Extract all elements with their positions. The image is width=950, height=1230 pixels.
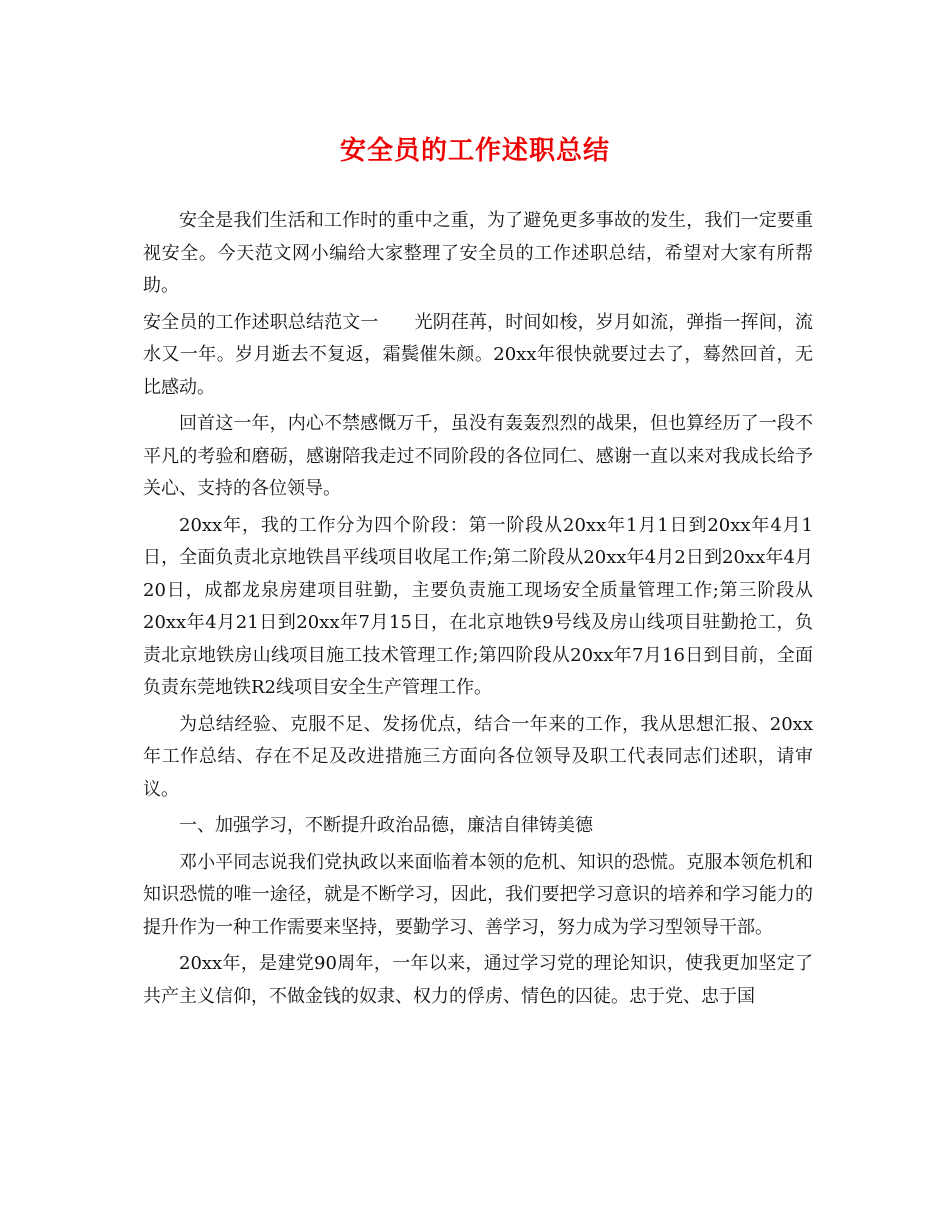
paragraph: 安全是我们生活和工作时的重中之重，为了避免更多事故的发生，我们一定要重视安全。今天范文网小编给大家整理了安全员的工作述职总结，希望对大家有所帮助。 [143, 210, 813, 296]
section-heading: 一、加强学习，不断提升政治品德，廉洁自律铸美德 [179, 815, 593, 836]
document-body [143, 205, 813, 1017]
paragraph: 20xx年，我的工作分为四个阶段：第一阶段从20xx年1月1日到20xx年4月1日，全面负责北京地铁昌平线项目收尾工作;第二阶段从20xx年4月2日到20xx年4月20日，成都龙泉房建项目驻勤，主要负责施工现场安全质量管理工作;第三阶段从20xx年4月21日到20xx年7月15日，在北京地铁9号线及房山线项目驻勤抢工，负责北京地铁房山线项目施工技术管理工作;第四阶段从20xx年7月16日到目前，全面负责东莞地铁R2线项目安全生产管理工作。 [143, 514, 813, 698]
paragraph: 回首这一年，内心不禁感慨万千，虽没有轰轰烈烈的战果，但也算经历了一段不平凡的考验和磨砺，感谢陪我走过不同阶段的各位同仁、感谢一直以来对我成长给予关心、支持的各位领导。 [143, 413, 813, 499]
paragraph: 为总结经验、克服不足、发扬优点，结合一年来的工作，我从思想汇报、20xx年工作总结、存在不足及改进措施三方面向各位领导及职工代表同志们述职，请审议。 [143, 713, 813, 800]
paragraph: 邓小平同志说我们党执政以来面临着本领的危机、知识的恐慌。克服本领危机和知识恐慌的唯一途径，就是不断学习，因此，我们要把学习意识的培养和学习能力的提升作为一种工作需要来坚持，要勤学习、善学习，努力成为学习型领导干部。 [143, 851, 813, 938]
document-title: 安全员的工作述职总结 [339, 136, 610, 166]
paragraph: 安全员的工作述职总结范文一 光阴荏苒，时间如梭，岁月如流，弹指一挥间，流水又一年。岁月逝去不复返，霜鬓催朱颜。20xx年很快就要过去了，蓦然回首，无比感动。 [143, 311, 813, 398]
paragraph: 20xx年，是建党90周年，一年以来，通过学习党的理论知识，使我更加坚定了共产主义信仰，不做金钱的奴隶、权力的俘虏、情色的囚徒。忠于党、忠于国 [143, 953, 813, 1007]
